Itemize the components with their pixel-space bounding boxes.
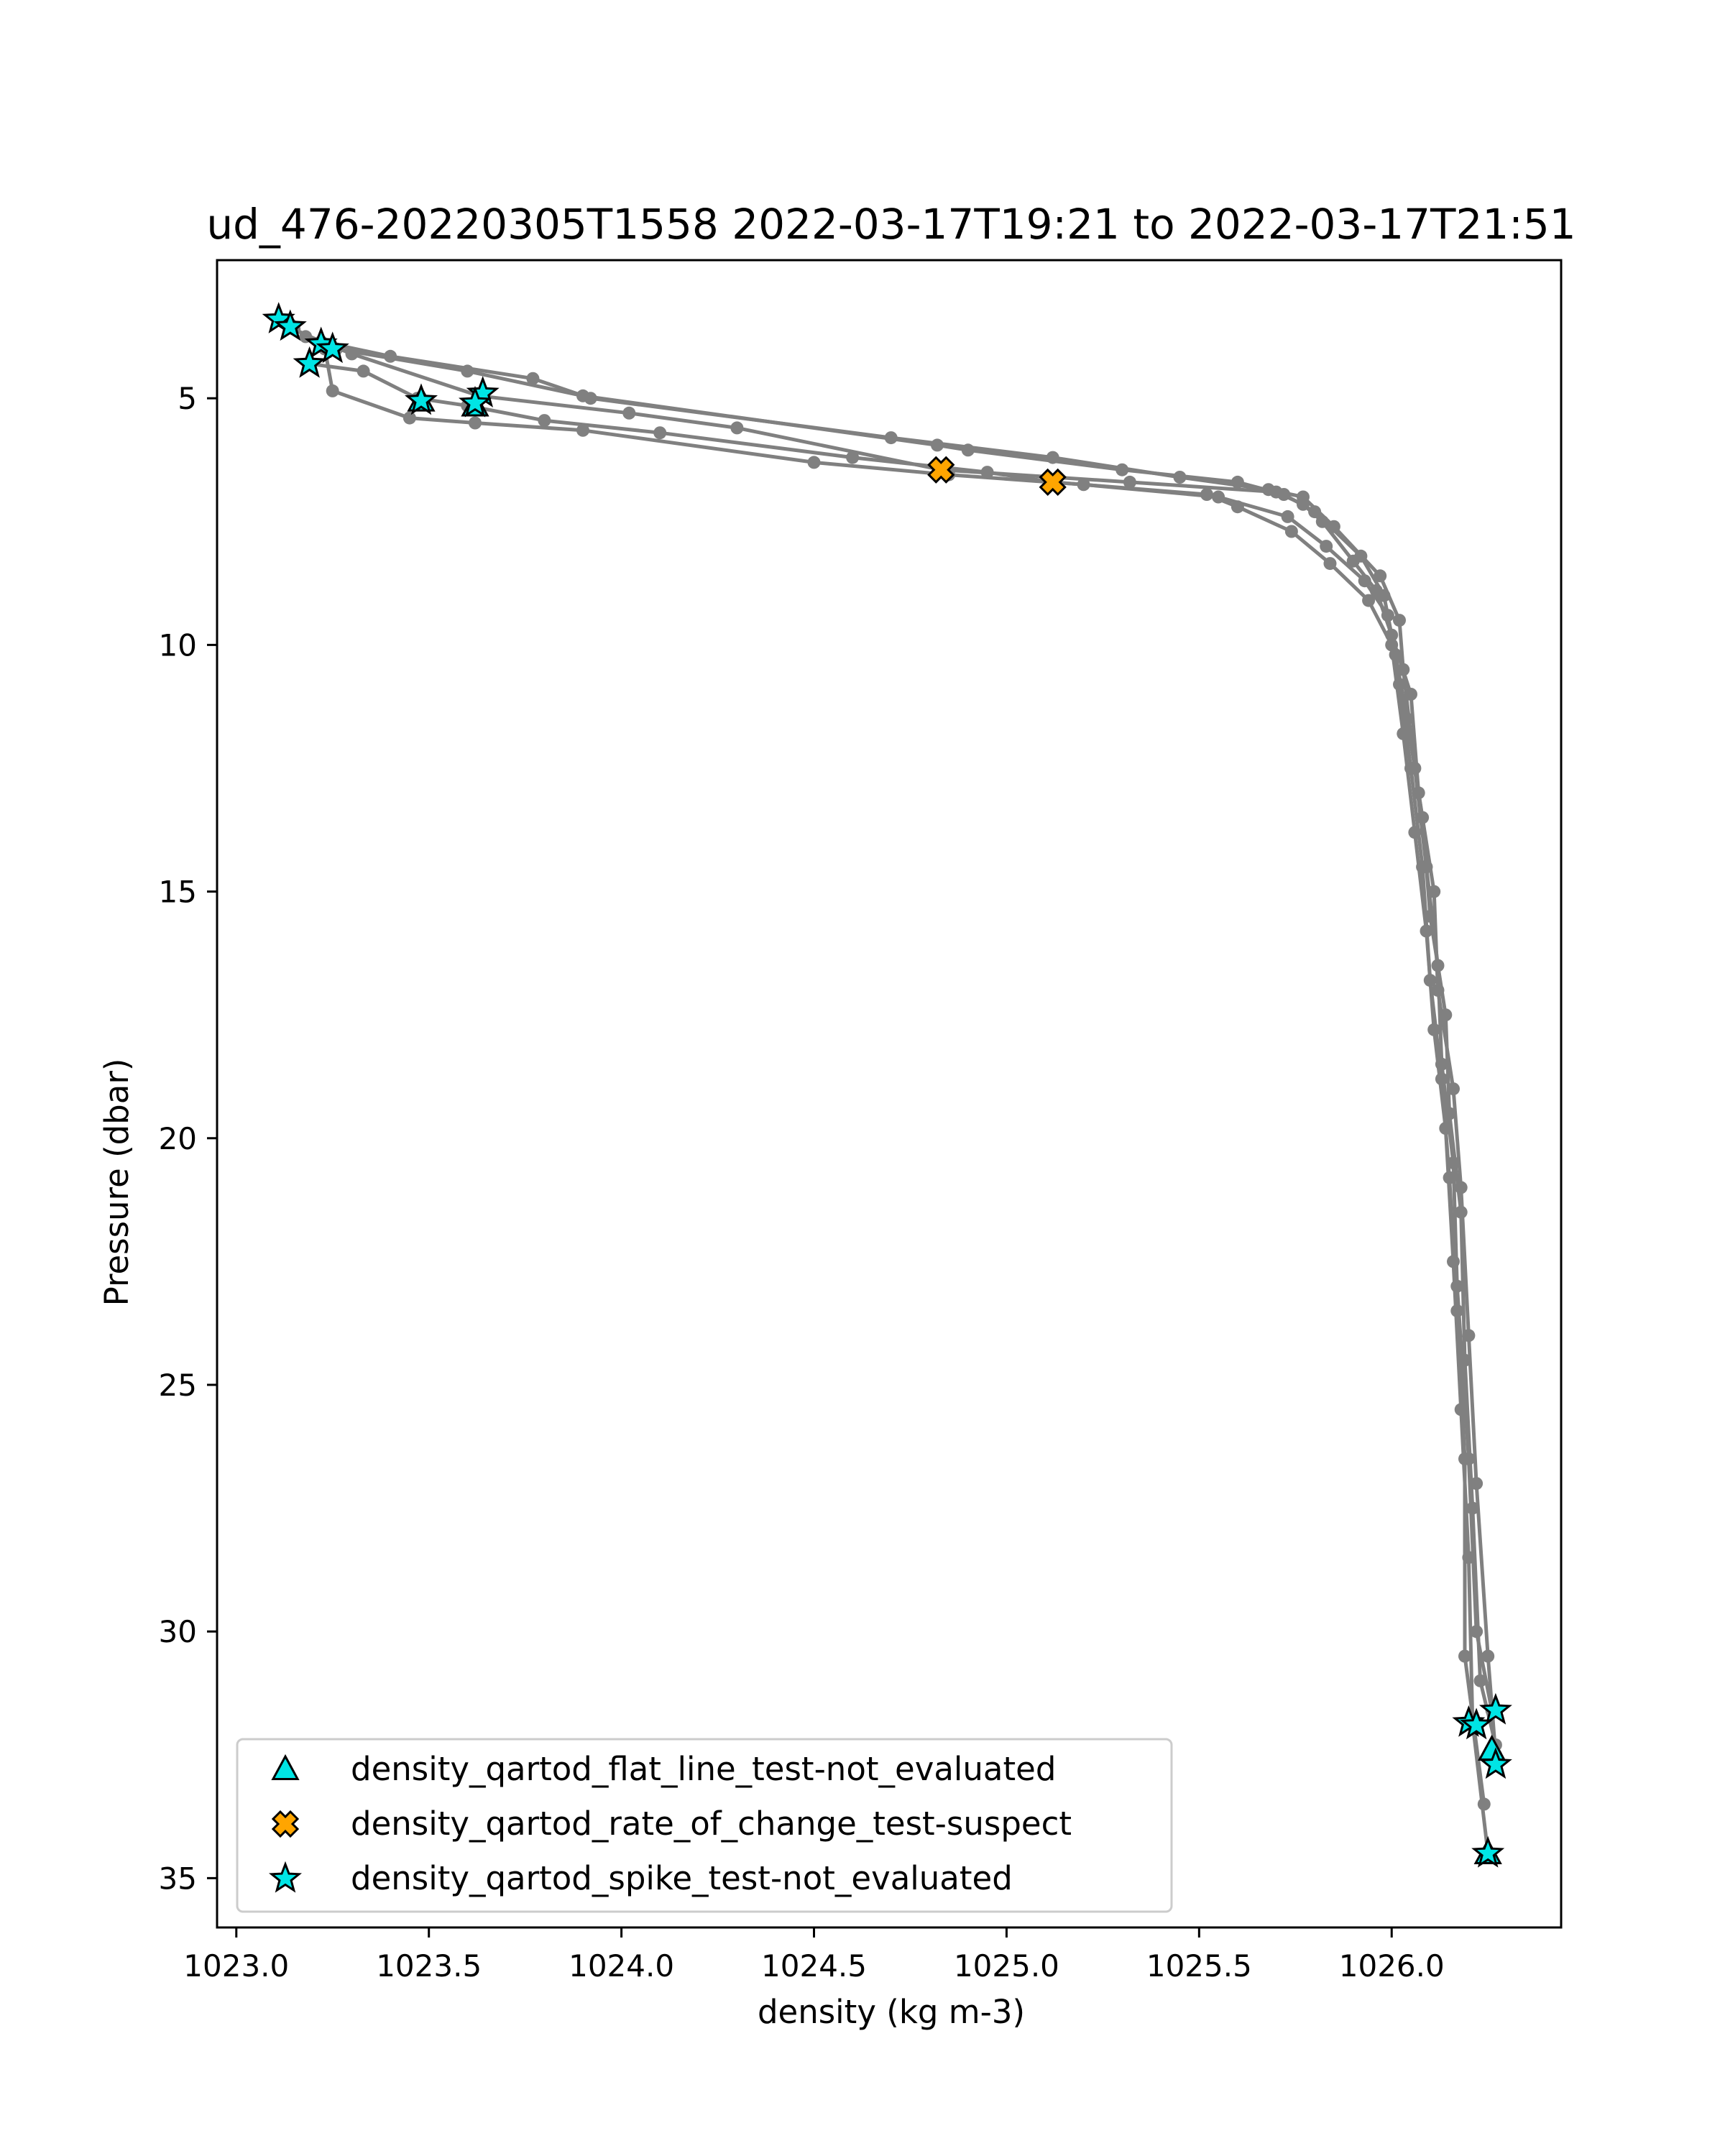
x-tick-label: 1024.5 bbox=[761, 1948, 868, 1984]
profile-point bbox=[1478, 1797, 1491, 1810]
profile-point bbox=[469, 417, 482, 430]
x-tick-label: 1025.0 bbox=[953, 1948, 1059, 1984]
y-tick-label: 35 bbox=[158, 1861, 197, 1897]
profile-point bbox=[808, 456, 821, 469]
profile-point bbox=[1270, 486, 1283, 499]
x-tick-label: 1023.5 bbox=[376, 1948, 482, 1984]
profile-point bbox=[1404, 688, 1417, 701]
legend-label: density_qartod_rate_of_change_test-suspect bbox=[351, 1805, 1072, 1843]
profile-point bbox=[653, 426, 666, 439]
profile-point bbox=[357, 364, 370, 377]
profile-point bbox=[1450, 1304, 1463, 1317]
profile-point bbox=[538, 414, 551, 427]
profile-point bbox=[1427, 885, 1440, 898]
profile-point bbox=[1447, 1082, 1460, 1095]
y-tick-label: 30 bbox=[158, 1614, 197, 1650]
profile-point bbox=[931, 438, 944, 451]
profile-point bbox=[1455, 1181, 1468, 1194]
profile-point bbox=[1462, 1329, 1475, 1342]
profile-point bbox=[461, 364, 474, 377]
legend-entry bbox=[273, 1805, 1072, 1843]
profile-point bbox=[346, 347, 359, 360]
profile-point bbox=[1285, 525, 1298, 538]
legend-entry bbox=[272, 1859, 1013, 1897]
profile-point bbox=[1320, 540, 1333, 553]
profile-point bbox=[962, 443, 975, 456]
profile-point bbox=[1381, 609, 1394, 622]
profile-point bbox=[576, 424, 589, 437]
legend-entry bbox=[273, 1750, 1056, 1788]
profile-point bbox=[1282, 510, 1294, 523]
profile-point bbox=[326, 384, 339, 397]
profile-point bbox=[1416, 860, 1429, 873]
profile-point bbox=[1481, 1650, 1494, 1663]
profile-point bbox=[1231, 476, 1244, 489]
profile-point bbox=[1393, 614, 1406, 627]
y-tick-label: 15 bbox=[158, 874, 197, 910]
profile-point bbox=[1458, 1452, 1471, 1465]
profile-point bbox=[730, 421, 743, 434]
y-tick-label: 5 bbox=[178, 381, 197, 417]
y-axis-label: Pressure (dbar) bbox=[98, 1058, 136, 1307]
y-tick-label: 25 bbox=[158, 1367, 197, 1403]
profile-point bbox=[1297, 498, 1310, 511]
profile-point bbox=[1077, 478, 1090, 491]
profile-point bbox=[846, 451, 859, 464]
x-axis-label: density (kg m-3) bbox=[757, 1993, 1026, 2031]
y-tick-label: 20 bbox=[158, 1120, 197, 1156]
profile-point bbox=[576, 390, 589, 402]
profile-point bbox=[1435, 1072, 1448, 1085]
profile-point bbox=[1470, 1477, 1483, 1490]
flag-point-x bbox=[1041, 470, 1065, 494]
y-tick-label: 10 bbox=[158, 627, 197, 663]
profile-point bbox=[1324, 557, 1337, 570]
profile-point bbox=[1393, 678, 1406, 691]
profile-point bbox=[403, 412, 416, 425]
x-tick-label: 1023.0 bbox=[183, 1948, 290, 1984]
profile-point bbox=[1443, 1171, 1456, 1184]
profile-point bbox=[1316, 515, 1329, 528]
legend-label: density_qartod_flat_line_test-not_evaluated bbox=[351, 1750, 1057, 1788]
x-tick-label: 1024.0 bbox=[569, 1948, 675, 1984]
profile-point bbox=[1358, 574, 1371, 587]
profile-point bbox=[1474, 1674, 1487, 1687]
profile-point bbox=[1458, 1650, 1471, 1663]
flag-point-x bbox=[929, 458, 953, 482]
legend bbox=[237, 1739, 1172, 1912]
legend-label: density_qartod_spike_test-not_evaluated bbox=[351, 1859, 1013, 1897]
x-tick-label: 1026.0 bbox=[1338, 1948, 1445, 1984]
profile-point bbox=[1212, 491, 1225, 504]
profile-point bbox=[622, 407, 635, 420]
profile-point bbox=[1424, 974, 1437, 987]
profile-point bbox=[1404, 762, 1417, 775]
legend-marker-x bbox=[273, 1812, 298, 1836]
x-tick-label: 1025.5 bbox=[1146, 1948, 1252, 1984]
profile-point bbox=[1116, 464, 1128, 476]
chart-title: ud_476-20220305T1558 2022-03-17T19:21 to 2022-03-17T21:51 bbox=[206, 200, 1576, 249]
